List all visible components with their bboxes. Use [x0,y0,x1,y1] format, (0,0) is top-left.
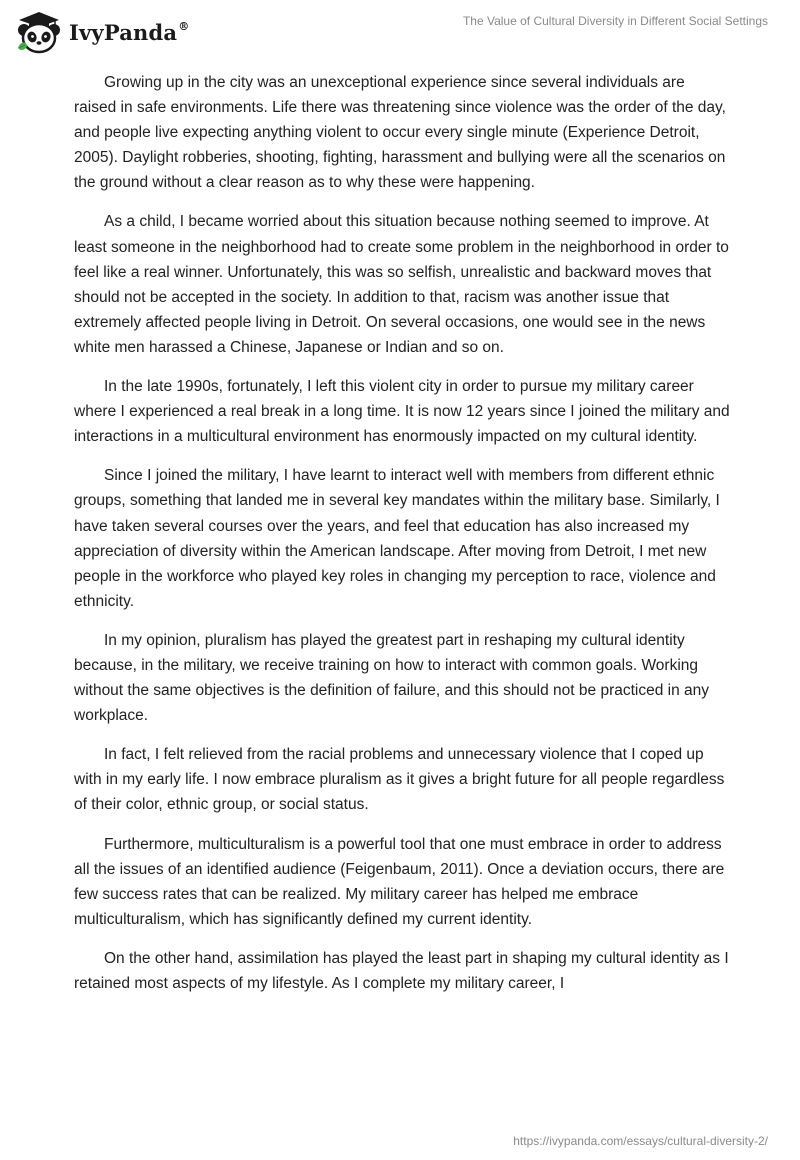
paragraph-8: On the other hand, assimilation has played the least part in shaping my cultural identity as I retained most aspects of my lifestyle. As I complete my military career, I [74,949,729,992]
source-url-link[interactable]: https://ivypanda.com/essays/cultural-diversity-2/ [513,1134,768,1148]
document-title: The Value of Cultural Diversity in Different Social Settings [462,14,768,28]
essay-body [74,70,730,1010]
paragraph-6: In fact, I felt relieved from the racial problems and unnecessary violence that I coped up with in my early life. I now embrace pluralism as it gives a bright future for all people regardless of their color, ethnic group, or social status. [74,746,725,814]
paragraph-7: Furthermore, multiculturalism is a powerful tool that one must embrace in order to address all the issues of an identified audience (Feigenbaum, 2011). Once a deviation occurs, there are few success rates that can be realized. My military career has helped me embrace multiculturalism, which has significantly defined my current identity. [74,835,725,928]
panda-graduate-icon [15,10,63,54]
paragraph-5: In my opinion, pluralism has played the greatest part in reshaping my cultural identity because, in the military, we receive training on how to interact with common goals. Working without the same objectives is the definition of failure, and this should not be practiced in any workplace. [74,631,710,725]
paragraph-4: Since I joined the military, I have learnt to interact well with members from different ethnic groups, something that landed me in several key mandates within the military base. Similarly, I have taken several courses over the years, and feel that education has also increased my appreciation of diversity within the American landscape. After moving from Detroit, I met new people in the workforce who played key roles in changing my perception to race, violence and ethnicity. [74,467,720,610]
ivypanda-logo[interactable] [15,10,189,54]
page-header [0,0,800,60]
paragraph-3: In the late 1990s, fortunately, I left this violent city in order to pursue my military career where I experienced a real break in a long time. It is now 12 years since I joined the military and interactions in a multicultural environment has enormously impacted on my cultural identity. [74,378,730,446]
brand-name-text: IvyPanda [69,19,178,45]
registered-mark: ® [178,19,190,33]
paragraph-1: Growing up in the city was an unexceptional experience since several individuals are raised in safe environments. Life there was threatening since violence was the order of the day, and people live expecting anything violent to occur every single minute (Experience Detroit, 2005). Daylight robberies, shooting, fighting, harassment and bullying were all the scenarios on the ground without a clear reason as to why these were happening. [74,74,726,192]
brand-name [69,20,189,45]
paragraph-2: As a child, I became worried about this situation because nothing seemed to improve. At least someone in the neighborhood had to create some problem in the neighborhood in order to feel like a real winner. Unfortunately, this was so selfish, unrealistic and backward moves that should not be accepted in the society. In addition to that, racism was another issue that extremely affected people living in Detroit. On several occasions, one would see in the news white men harassed a Chinese, Japanese or Indian and so on. [74,213,729,356]
